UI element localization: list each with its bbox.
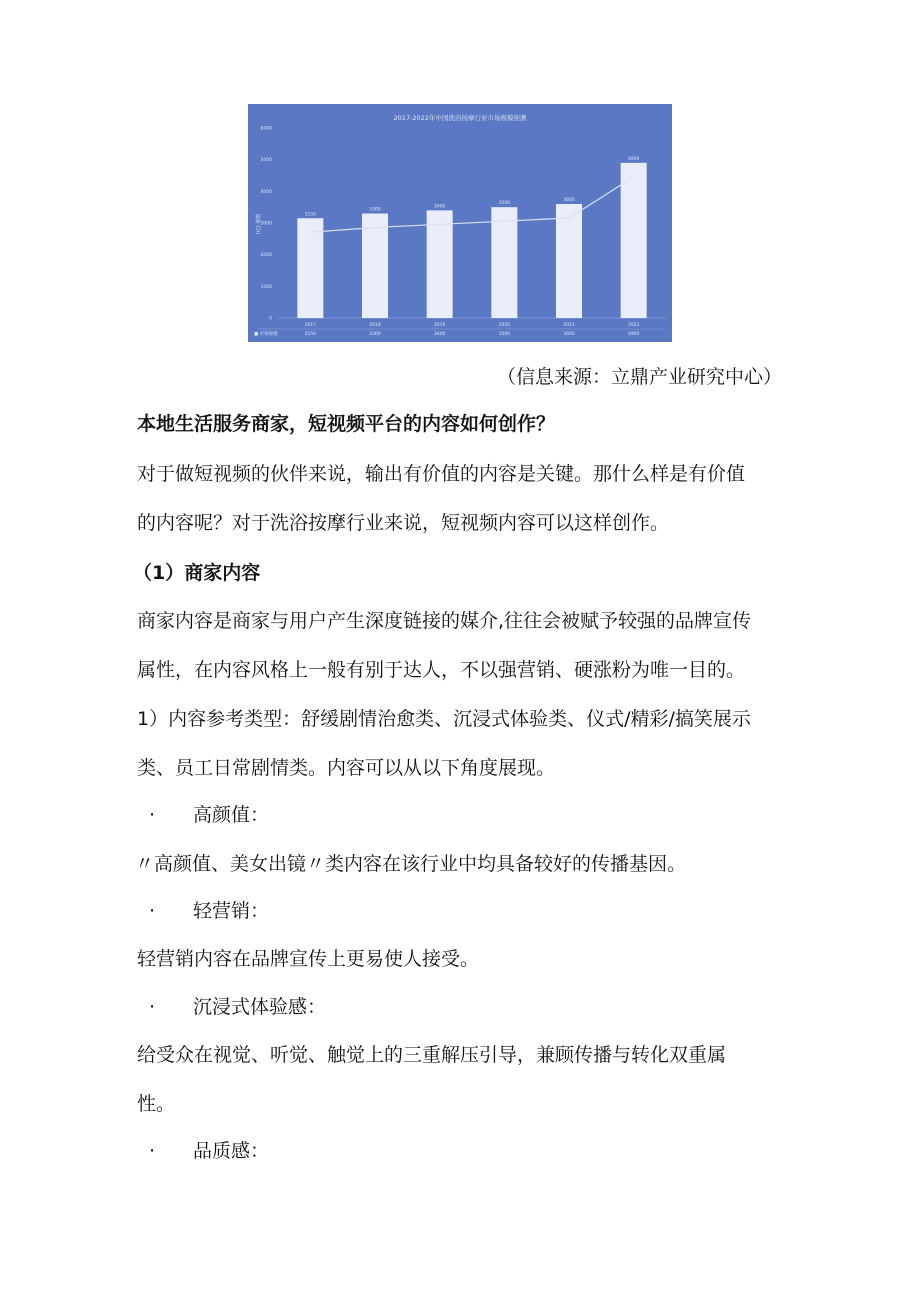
- chart-svg: [248, 104, 672, 342]
- table-value-2020: 3500: [498, 332, 511, 337]
- source-note: （信息来源：立鼎产业研究中心）: [496, 366, 782, 388]
- bullet-dot: ·: [149, 804, 156, 826]
- bullet-dot: ·: [149, 1140, 156, 1162]
- market-size-chart: [248, 104, 672, 342]
- bullet-title-immersive: 沉浸式体验感：: [193, 996, 327, 1018]
- section-body-line-2: 属性，在内容风格上一般有别于达人，不以强营销、硬涨粉为唯一目的。: [137, 659, 746, 681]
- y-tick-label: 0: [269, 316, 272, 322]
- table-value-2018: 3300: [369, 332, 381, 337]
- intro-line-1: 对于做短视频的伙伴来说，输出有价值的内容是关键。那什么样是有价值: [137, 463, 746, 485]
- data-label-2020: 3500: [498, 201, 511, 207]
- subsection-title: （1）商家内容: [133, 562, 261, 584]
- x-tick-label-2022: 2022: [627, 323, 640, 328]
- bullet-title-light-marketing: 轻营销：: [193, 900, 270, 922]
- bar-2019: [427, 210, 453, 318]
- x-tick-label-2020: 2020: [498, 323, 511, 328]
- bullet-title-quality: 品质感：: [193, 1140, 270, 1162]
- chart-title: 2017-2022年中国洗浴按摩行业市场规模预测: [393, 114, 527, 122]
- bullet-desc-high-looks: 〃高颜值、美女出镜〃类内容在该行业中均具备较好的传播基因。: [135, 853, 687, 875]
- y-tick-label: 1000: [260, 284, 272, 290]
- bullet-dot: ·: [149, 996, 156, 1018]
- bar-2020: [491, 207, 517, 318]
- table-value-2021: 3600: [563, 332, 575, 337]
- y-tick-label: 5000: [260, 158, 272, 164]
- y-tick-label: 4000: [260, 189, 272, 195]
- x-tick-label-2018: 2018: [369, 323, 381, 328]
- x-tick-label-2017: 2017: [304, 323, 317, 328]
- bar-2018: [362, 214, 388, 319]
- table-value-2022: 4900: [627, 332, 640, 337]
- x-tick-label-2021: 2021: [563, 323, 575, 328]
- section-body-line-1: 商家内容是商家与用户产生深度链接的媒介,往往会被赋予较强的品牌宣传: [137, 610, 752, 632]
- bullet-desc-immersive-line-2: 性。: [137, 1093, 176, 1115]
- bullet-desc-immersive-line-1: 给受众在视觉、听觉、触觉上的三重解压引导，兼顾传播与转化双重属: [137, 1044, 727, 1066]
- table-row-label: ■ 市场规模: [254, 332, 278, 337]
- section-heading: 本地生活服务商家，短视频平台的内容如何创作？: [137, 413, 556, 435]
- types-line-1: 1）内容参考类型：舒缓剧情治愈类、沉浸式体验类、仪式/精彩/搞笑展示: [137, 708, 751, 730]
- bullet-dot: ·: [149, 900, 156, 922]
- bullet-title-high-looks: 高颜值：: [193, 804, 270, 826]
- types-line-2: 类、员工日常剧情类。内容可以从以下角度展现。: [137, 757, 556, 779]
- x-tick-label-2019: 2019: [433, 323, 446, 328]
- y-tick-label: 6000: [260, 126, 272, 132]
- data-label-2019: 3400: [433, 204, 446, 210]
- data-label-2018: 3300: [369, 207, 381, 213]
- data-label-2022: 4900: [627, 156, 640, 162]
- data-label-2017: 3150: [304, 212, 317, 218]
- bar-2017: [297, 218, 323, 318]
- table-value-2019: 3400: [433, 332, 446, 337]
- bar-2021: [556, 204, 582, 318]
- intro-line-2: 的内容呢？对于洗浴按摩行业来说，短视频内容可以这样创作。: [137, 512, 670, 534]
- chart-y-axis-label: (亿) 规模: [256, 213, 262, 235]
- y-tick-label: 2000: [260, 253, 272, 259]
- data-label-2021: 3600: [563, 198, 575, 203]
- bullet-desc-light-marketing: 轻营销内容在品牌宣传上更易使人接受。: [137, 948, 480, 970]
- y-tick-label: 3000: [260, 221, 272, 227]
- bar-2022: [621, 163, 647, 318]
- table-value-2017: 3150: [304, 332, 317, 337]
